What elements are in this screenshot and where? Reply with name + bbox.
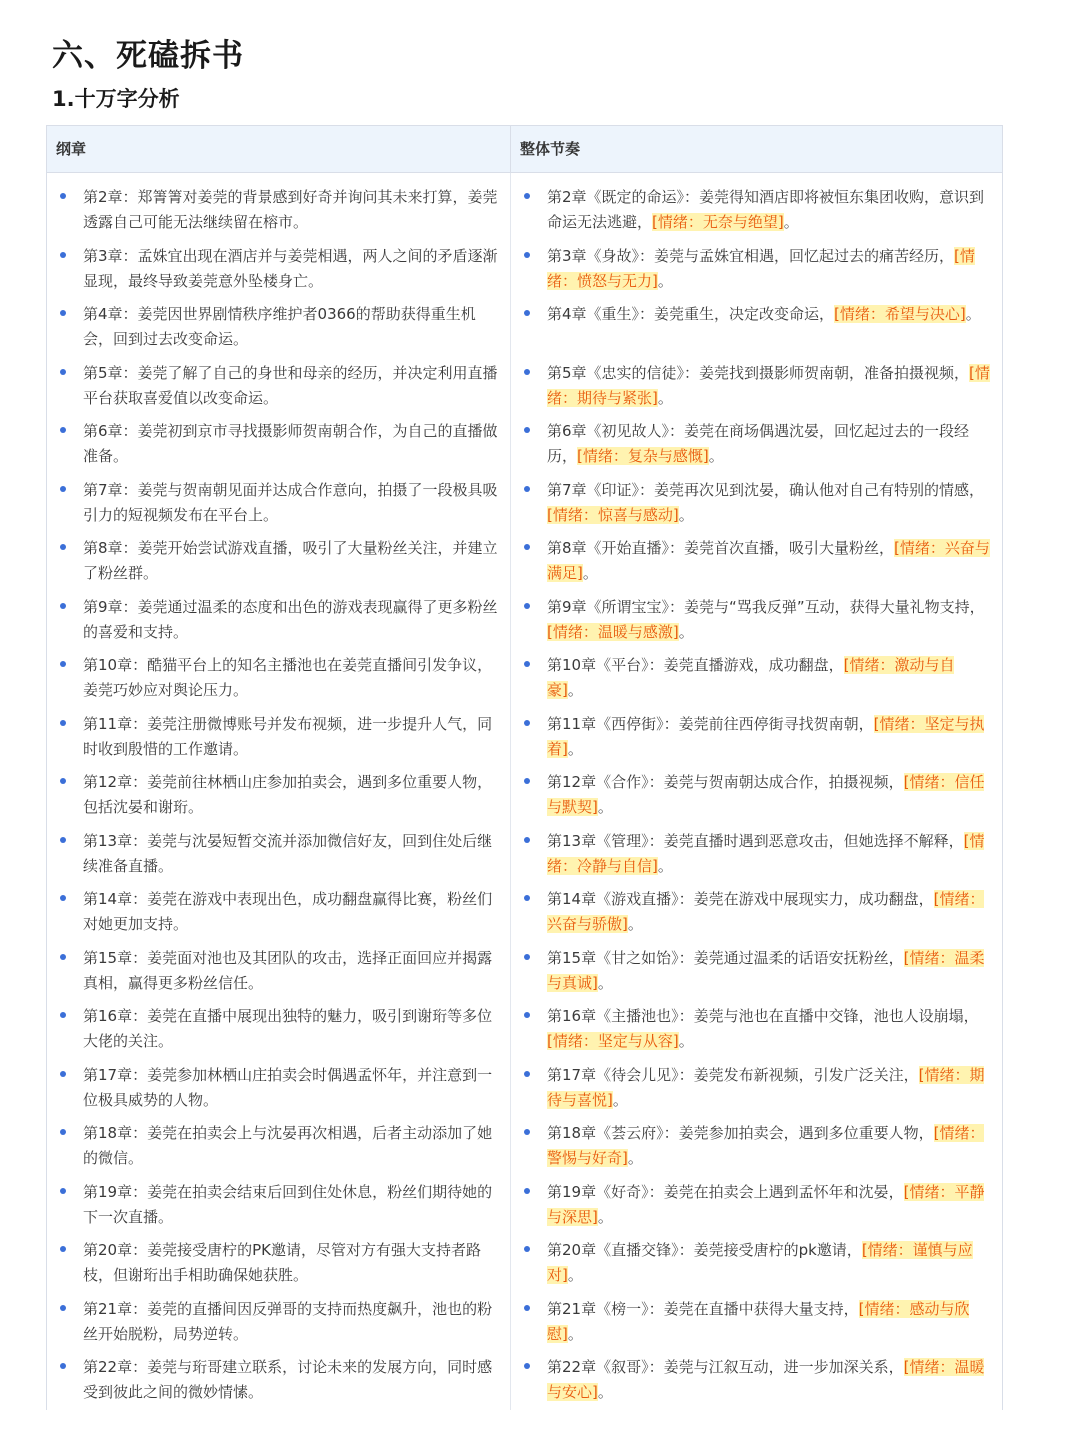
emotion-tag: [情绪：兴奋与满足] <box>547 539 990 582</box>
rhythm-text: 第10章《平台》：姜莞直播游戏，成功翻盘， <box>547 656 844 674</box>
rhythm-list-item <box>511 474 1000 533</box>
outline-column <box>47 173 511 1410</box>
emotion-tag: [情绪：平静与深思] <box>547 1182 985 1226</box>
bullet-icon <box>524 486 530 492</box>
rhythm-text: 第2章《既定的命运》：姜莞得知酒店即将被恒东集团收购，意识到命运无法逃避， <box>547 188 985 231</box>
bullet-icon <box>524 1129 530 1135</box>
rhythm-list-item <box>511 591 1000 650</box>
bullet-icon <box>60 1188 66 1194</box>
rhythm-text: 第12章《合作》：姜莞与贺南朝达成合作，拍摄视频， <box>547 773 904 791</box>
outline-list-item <box>47 942 510 1001</box>
subsection-heading: 1.十万字分析 <box>52 87 180 111</box>
rhythm-list-item <box>511 240 1000 299</box>
rhythm-text: 第20章《直播交锋》：姜莞接受唐柠的pk邀请， <box>547 1241 862 1259</box>
outline-text: 第2章：郑箐箐对姜莞的背景感到好奇并询问其未来打算，姜莞透露自己可能无法继续留在榕市。 <box>83 188 498 231</box>
rhythm-list-item <box>511 1000 1000 1059</box>
bullet-icon <box>60 252 66 258</box>
outline-list-item <box>47 1059 510 1118</box>
emotion-tag: [情绪：愤怒与无力] <box>547 246 975 290</box>
sentence-end: 。 <box>627 1149 643 1167</box>
rhythm-list-item <box>511 883 1000 942</box>
outline-text: 第6章：姜莞初到京市寻找摄影师贺南朝合作，为自己的直播做准备。 <box>83 422 498 465</box>
emotion-tag: [情绪：冷静与自信] <box>547 831 985 875</box>
sentence-end: 。 <box>567 1324 583 1343</box>
emotion-tag: [情绪：信任与默契] <box>547 773 985 816</box>
rhythm-text: 第13章《管理》：姜莞直播时遇到恶意攻击，但她选择不解释， <box>547 831 964 850</box>
rhythm-list-item <box>511 766 1000 825</box>
bullet-icon <box>60 1305 66 1311</box>
bullet-icon <box>60 369 66 375</box>
rhythm-list-item <box>511 357 1000 416</box>
outline-text: 第4章：姜莞因世界剧情秩序维护者0366的帮助获得重生机会，回到过去改变命运。 <box>83 305 476 348</box>
outline-text: 第19章：姜莞在拍卖会结束后回到住处休息，粉丝们期待她的下一次直播。 <box>83 1182 493 1226</box>
bullet-icon <box>60 603 66 609</box>
bullet-icon <box>524 1305 530 1311</box>
outline-list-item <box>47 415 510 474</box>
column-header-rhythm: 整体节奏 <box>520 140 581 158</box>
rhythm-text: 第17章《待会儿见》：姜莞发布新视频，引发广泛关注， <box>547 1065 919 1084</box>
outline-text: 第3章：孟姝宜出现在酒店并与姜莞相遇，两人之间的矛盾逐渐显现，最终导致姜莞意外坠楼身亡。 <box>83 246 498 290</box>
sentence-end: 。 <box>678 1032 694 1050</box>
outline-list-item <box>47 240 510 299</box>
bullet-icon <box>524 661 530 667</box>
sentence-end: 。 <box>965 305 981 323</box>
outline-list-item <box>47 1234 510 1293</box>
sentence-end: 。 <box>597 1207 613 1226</box>
bullet-icon <box>524 720 530 726</box>
outline-text: 第9章：姜莞通过温柔的态度和出色的游戏表现赢得了更多粉丝的喜爱和支持。 <box>83 597 498 641</box>
outline-list-item <box>47 1293 510 1352</box>
rhythm-text: 第4章《重生》：姜莞重生，决定改变命运， <box>547 305 835 323</box>
outline-text: 第7章：姜莞与贺南朝见面并达成合作意向，拍摄了一段极具吸引力的短视频发布在平台上。 <box>83 480 498 524</box>
outline-list-item <box>47 883 510 942</box>
rhythm-list-item <box>511 415 1000 474</box>
outline-list-item <box>47 474 510 533</box>
sentence-end: 。 <box>567 739 583 758</box>
table-header-row <box>47 125 1002 173</box>
outline-list-item <box>47 591 510 650</box>
bullet-icon <box>60 954 66 960</box>
sentence-end: 。 <box>657 271 673 290</box>
bullet-icon <box>524 1363 530 1369</box>
bullet-icon <box>524 369 530 375</box>
sentence-end: 。 <box>597 798 613 816</box>
rhythm-text: 第19章《好奇》：姜莞在拍卖会上遇到孟怀年和沈晏， <box>547 1182 904 1201</box>
emotion-tag: [情绪：期待与喜悦] <box>547 1065 985 1109</box>
outline-list-item <box>47 708 510 767</box>
bullet-icon <box>524 252 530 258</box>
rhythm-list-item <box>511 1234 1000 1293</box>
emotion-tag: [情绪：温暖与感激] <box>547 622 679 641</box>
bullet-icon <box>60 486 66 492</box>
rhythm-column <box>511 173 1000 1410</box>
bullet-icon <box>524 544 530 550</box>
emotion-tag: [情绪：温暖与安心] <box>547 1358 985 1401</box>
bullet-icon <box>524 1188 530 1194</box>
outline-text: 第20章：姜莞接受唐柠的PK邀请，尽管对方有强大支持者路枝，但谢珩出手相助确保她获胜。 <box>83 1241 481 1284</box>
outline-list-item <box>47 1351 510 1410</box>
emotion-tag: [情绪：谨慎与应对] <box>547 1241 973 1284</box>
rhythm-text: 第6章《初见故人》：姜莞在商场偶遇沈晏，回忆起过去的一段经历， <box>547 422 970 465</box>
outline-list-item <box>47 1176 510 1235</box>
sentence-end: 。 <box>708 447 724 465</box>
rhythm-text: 第16章《主播池也》：姜莞与池也在直播中交锋，池也人设崩塌， <box>547 1007 979 1025</box>
bullet-icon <box>524 954 530 960</box>
table-body <box>47 173 1002 1410</box>
bullet-icon <box>60 720 66 726</box>
bullet-icon <box>524 603 530 609</box>
bullet-icon <box>524 310 530 316</box>
outline-text: 第14章：姜莞在游戏中表现出色，成功翻盘赢得比赛，粉丝们对她更加支持。 <box>83 890 493 933</box>
emotion-tag: [情绪：激动与自豪] <box>547 656 955 699</box>
rhythm-text: 第15章《甘之如饴》：姜莞通过温柔的话语安抚粉丝， <box>547 948 904 967</box>
bullet-icon <box>524 1071 530 1077</box>
emotion-tag: [情绪：期待与紧张] <box>547 363 990 407</box>
bullet-icon <box>524 1012 530 1018</box>
outline-text: 第8章：姜莞开始尝试游戏直播，吸引了大量粉丝关注，并建立了粉丝群。 <box>83 539 498 582</box>
bullet-icon <box>524 895 530 901</box>
bullet-icon <box>60 837 66 843</box>
sentence-end: 。 <box>657 388 673 407</box>
outline-list-item <box>47 357 510 416</box>
bullet-icon <box>60 778 66 784</box>
rhythm-text: 第18章《荟云府》：姜莞参加拍卖会，遇到多位重要人物， <box>547 1124 934 1142</box>
rhythm-list-item <box>511 1117 1000 1176</box>
rhythm-text: 第3章《身故》：姜莞与孟姝宜相遇，回忆起过去的痛苦经历， <box>547 246 955 265</box>
outline-text: 第17章：姜莞参加林栖山庄拍卖会时偶遇孟怀年，并注意到一位极具威势的人物。 <box>83 1065 493 1109</box>
bullet-icon <box>60 310 66 316</box>
bullet-icon <box>524 837 530 843</box>
sentence-end: 。 <box>678 622 694 641</box>
rhythm-list-item <box>511 1176 1000 1235</box>
bullet-icon <box>60 1071 66 1077</box>
bullet-icon <box>60 1129 66 1135</box>
emotion-tag: [情绪：复杂与感慨] <box>577 447 709 465</box>
rhythm-list-item <box>511 532 1000 591</box>
rhythm-list-item <box>511 1293 1000 1352</box>
sentence-end: 。 <box>597 1383 613 1401</box>
bullet-icon <box>60 895 66 901</box>
rhythm-list-item <box>511 1351 1000 1410</box>
emotion-tag: [情绪：坚定与执着] <box>547 714 985 758</box>
outline-text: 第10章：酷猫平台上的知名主播池也在姜莞直播间引发争议，姜莞巧妙应对舆论压力。 <box>83 656 493 699</box>
column-header-outline: 纲章 <box>47 126 511 172</box>
bullet-icon <box>524 427 530 433</box>
outline-list-item <box>47 1117 510 1176</box>
sentence-end: 。 <box>657 856 673 875</box>
bullet-icon <box>60 427 66 433</box>
outline-text: 第22章：姜莞与珩哥建立联系，讨论未来的发展方向，同时感受到彼此之间的微妙情愫。 <box>83 1358 493 1401</box>
outline-list-item <box>47 1000 510 1059</box>
emotion-tag: [情绪：警惕与好奇] <box>547 1124 985 1167</box>
emotion-tag: [情绪：温柔与真诚] <box>547 948 985 992</box>
rhythm-text: 第8章《开始直播》：姜莞首次直播，吸引大量粉丝， <box>547 539 895 557</box>
rhythm-text: 第7章《印证》：姜莞再次见到沈晏，确认他对自己有特别的情感， <box>547 480 985 499</box>
bullet-icon <box>60 544 66 550</box>
section-heading: 六、死磕拆书 <box>52 38 244 74</box>
outline-text: 第16章：姜莞在直播中展现出独特的魅力，吸引到谢珩等多位大佬的关注。 <box>83 1007 493 1050</box>
emotion-tag: [情绪：感动与欣慰] <box>547 1299 970 1343</box>
sentence-end: 。 <box>582 564 598 582</box>
outline-text: 第15章：姜莞面对池也及其团队的攻击，选择正面回应并揭露真相，赢得更多粉丝信任。 <box>83 948 493 992</box>
outline-text: 第13章：姜莞与沈晏短暂交流并添加微信好友，回到住处后继续准备直播。 <box>83 831 493 875</box>
analysis-table <box>46 125 1003 1410</box>
bullet-icon <box>60 1012 66 1018</box>
sentence-end: 。 <box>567 681 583 699</box>
emotion-tag: [情绪：惊喜与感动] <box>547 505 679 524</box>
rhythm-text: 第21章《榜一》：姜莞在直播中获得大量支持， <box>547 1299 859 1318</box>
sentence-end: 。 <box>612 1090 628 1109</box>
bullet-icon <box>524 1246 530 1252</box>
emotion-tag: [情绪：无奈与绝望] <box>652 213 784 231</box>
sentence-end: 。 <box>678 505 694 524</box>
emotion-tag: [情绪：兴奋与骄傲] <box>547 890 985 933</box>
rhythm-list-item <box>511 708 1000 767</box>
outline-text: 第12章：姜莞前往林栖山庄参加拍卖会，遇到多位重要人物，包括沈晏和谢珩。 <box>83 773 493 816</box>
bullet-icon <box>60 1246 66 1252</box>
outline-text: 第18章：姜莞在拍卖会上与沈晏再次相遇，后者主动添加了她的微信。 <box>83 1124 493 1167</box>
bullet-icon <box>60 193 66 199</box>
rhythm-list-item <box>511 1059 1000 1118</box>
emotion-tag: [情绪：坚定与从容] <box>547 1032 679 1050</box>
rhythm-list-item <box>511 649 1000 708</box>
outline-list-item <box>47 766 510 825</box>
rhythm-text: 第14章《游戏直播》：姜莞在游戏中展现实力，成功翻盘， <box>547 890 934 908</box>
outline-list-item <box>47 532 510 591</box>
outline-text: 第5章：姜莞了解了自己的身世和母亲的经历，并决定利用直播平台获取喜爱值以改变命运。 <box>83 363 498 407</box>
sentence-end: 。 <box>597 973 613 992</box>
bullet-icon <box>60 661 66 667</box>
rhythm-list-item <box>511 942 1000 1001</box>
rhythm-text: 第11章《西停街》：姜莞前往西停街寻找贺南朝， <box>547 714 874 733</box>
outline-list-item <box>47 825 510 884</box>
outline-text: 第21章：姜莞的直播间因反弹哥的支持而热度飙升，池也的粉丝开始脱粉，局势逆转。 <box>83 1299 493 1343</box>
rhythm-text: 第22章《叙哥》：姜莞与江叙互动，进一步加深关系， <box>547 1358 904 1376</box>
outline-list-item <box>47 298 510 357</box>
emotion-tag: [情绪：希望与决心] <box>834 305 966 323</box>
bullet-icon <box>60 1363 66 1369</box>
sentence-end: 。 <box>627 915 643 933</box>
outline-text: 第11章：姜莞注册微博账号并发布视频，进一步提升人气，同时收到殷惜的工作邀请。 <box>83 714 493 758</box>
rhythm-text: 第9章《所谓宝宝》：姜莞与“骂我反弹”互动，获得大量礼物支持， <box>547 597 985 616</box>
sentence-end: 。 <box>783 213 799 231</box>
rhythm-list-item <box>511 181 1000 240</box>
outline-list-item <box>47 181 510 240</box>
rhythm-text: 第5章《忠实的信徒》：姜莞找到摄影师贺南朝，准备拍摄视频， <box>547 363 970 382</box>
outline-list-item <box>47 649 510 708</box>
bullet-icon <box>524 193 530 199</box>
rhythm-list-item <box>511 298 1000 357</box>
sentence-end: 。 <box>567 1266 583 1284</box>
bullet-icon <box>524 778 530 784</box>
rhythm-list-item <box>511 825 1000 884</box>
